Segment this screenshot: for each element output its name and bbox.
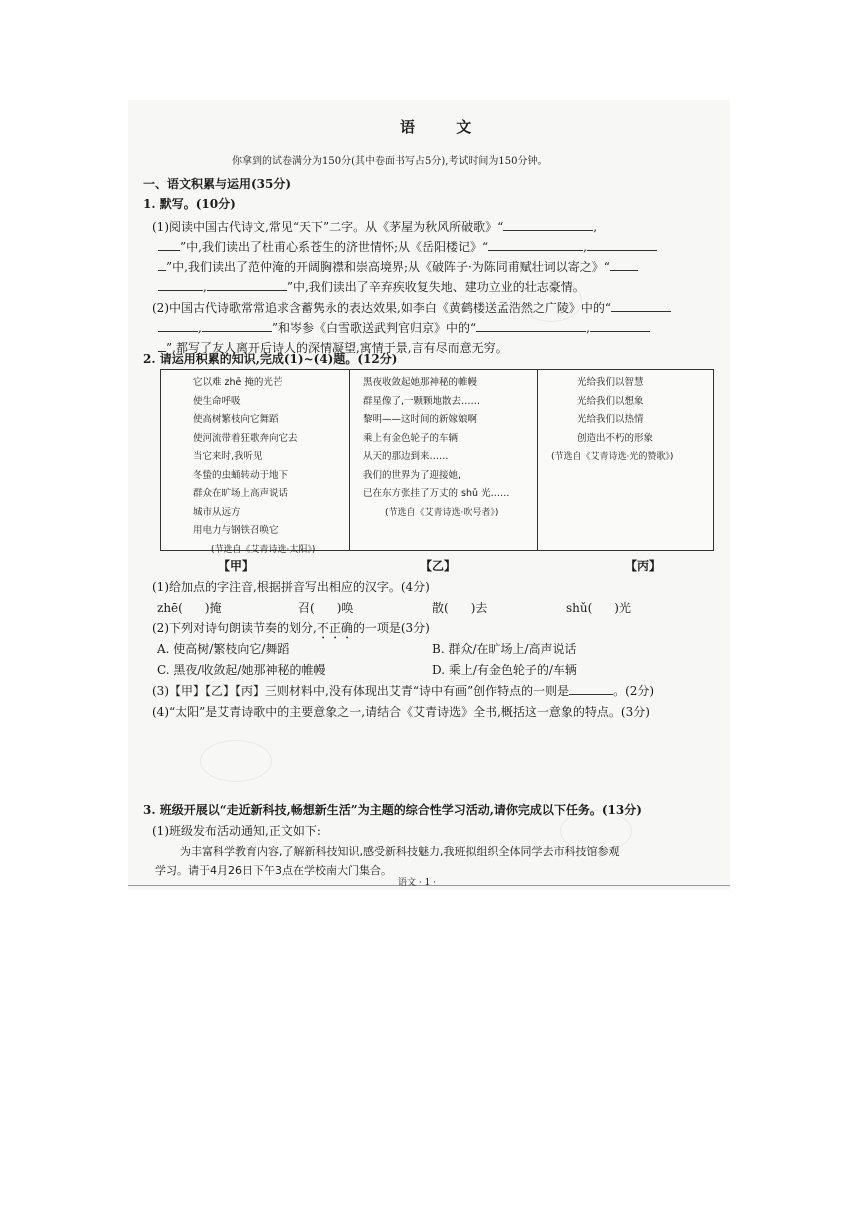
text: (3)【甲】【乙】【丙】三则材料中,没有体现出艾青“诗中有画”创作特点的一则是 — [152, 684, 570, 698]
text: (1)阅读中国古代诗文,常见“天下”二字。从《茅屋为秋风所破歌》“ — [152, 220, 504, 234]
answer-blank[interactable] — [183, 600, 205, 612]
poem-line: 光给我们以智慧 — [577, 377, 644, 388]
question-1-line — [152, 218, 597, 235]
poem-line: 它以难 zhē 掩的光芒 — [193, 377, 283, 388]
question-2-label: 2. 请运用积累的知识,完成(1)~(4)题。(12分) — [143, 352, 398, 366]
poem-line: 黎明——这时间的新嫁娘啊 — [363, 414, 478, 425]
poem-line: 当它来时,我听见 — [193, 451, 263, 462]
exam-note: 你拿到的试卷满分为150分(其中卷面书写占5分),考试时间为150分钟。 — [232, 156, 548, 167]
pinyin-item — [566, 599, 631, 616]
answer-blank[interactable] — [503, 218, 593, 231]
emphasis-text: 不正确 — [316, 621, 353, 635]
poem-line: 城市从远方 — [193, 506, 241, 518]
poem-source: (节选自《艾青诗选·吹号者》) — [385, 507, 499, 518]
answer-blank[interactable] — [207, 278, 287, 291]
section-title: 一、语文积累与运用(35分) — [143, 177, 292, 191]
sub-question-3 — [152, 682, 654, 699]
answer-blank[interactable] — [610, 258, 638, 271]
scan-watermark — [200, 740, 272, 782]
poem-line: 用电力与钢铁召唤它 — [193, 525, 279, 536]
text: ”和岑参《白雪歌送武判官归京》中的“ — [271, 321, 477, 335]
pinyin-item — [298, 599, 353, 616]
tag-bing: 【丙】 — [625, 559, 662, 573]
poem-yi-lines — [363, 374, 510, 522]
answer-blank[interactable] — [202, 319, 272, 332]
answer-blank[interactable] — [476, 319, 586, 332]
answer-blank[interactable] — [592, 600, 614, 612]
sub-question-2 — [152, 619, 430, 642]
poem-line: 群星像了,一颗颗地散去…… — [363, 395, 481, 407]
sub-question-1: (1)给加点的字注音,根据拼音写出相应的汉字。(4分) — [152, 580, 430, 594]
text: ”中,我们读出了范仲淹的开阔胸襟和崇高境界;从《破阵子·为陈同甫赋壮词以寄之》“ — [166, 260, 610, 274]
question-3-label: 3. 班级开展以“走近新科技,畅想新生活”为主题的综合性学习活动,请你完成以下任务。(13分) — [143, 803, 642, 817]
question-1-line — [158, 238, 657, 255]
answer-blank[interactable] — [590, 319, 650, 332]
answer-blank[interactable] — [587, 238, 657, 251]
pinyin-item — [432, 599, 487, 616]
question-1-line — [158, 319, 650, 336]
text: (2)下列对诗句朗读节奏的划分, — [152, 621, 317, 635]
poem-line: 冬蛰的虫蛹转动于地下 — [193, 469, 289, 481]
question-1-line — [152, 299, 671, 316]
text: 。(2分) — [613, 684, 655, 698]
answer-blank[interactable] — [158, 278, 203, 291]
poem-line: 我们的世界为了迎接她, — [363, 469, 462, 481]
text: shǔ( — [566, 601, 593, 615]
tag-jia: 【甲】 — [218, 559, 255, 573]
answer-blank[interactable] — [158, 319, 198, 332]
text: ”中,我们读出了杜甫心系苍生的济世情怀;从《岳阳楼记》“ — [180, 240, 489, 254]
answer-blank[interactable] — [569, 682, 613, 695]
text: 散( — [432, 601, 449, 615]
text: 召( — [298, 601, 315, 615]
answer-blank[interactable] — [611, 299, 671, 312]
poem-jia — [161, 370, 350, 555]
text: 的一项是(3分) — [352, 621, 430, 635]
text: , — [593, 220, 598, 234]
poem-line: 从天的那边到来…… — [363, 451, 449, 462]
poem-line: 使生命呼吸 — [193, 395, 241, 407]
poem-line: 已在东方张挂了万丈的 shǔ 光…… — [363, 488, 510, 499]
option-d[interactable]: D. 乘上/有金色轮子的/车辆 — [432, 663, 577, 677]
option-a[interactable]: A. 使高树/繁枝向它/舞蹈 — [157, 642, 290, 656]
text: )唤 — [336, 601, 354, 615]
sub-question-4: (4)“太阳”是艾青诗歌中的主要意象之一,请结合《艾青诗选》全书,概括这一意象的特点。(3分) — [152, 705, 650, 719]
text: , — [203, 280, 207, 294]
poem-line: 使河流带着狂歌奔向它去 — [193, 432, 298, 444]
answer-blank[interactable] — [158, 238, 180, 251]
text: , — [583, 240, 587, 254]
question-1-line — [158, 258, 638, 275]
answer-blank[interactable] — [158, 258, 166, 271]
text: (2)中国古代诗歌常常追求含蓄隽永的表达效果,如李白《黄鹤楼送孟浩然之广陵》中的“ — [152, 301, 611, 315]
answer-blank[interactable] — [315, 600, 337, 612]
poem-jia-lines — [193, 374, 315, 559]
text: , — [586, 321, 590, 335]
answer-blank[interactable] — [488, 238, 583, 251]
text: )去 — [470, 601, 488, 615]
question-1-label: 1. 默写。(10分) — [143, 197, 236, 211]
sub-question-1: (1)班级发布活动通知,正文如下: — [152, 824, 321, 838]
poem-line: 创造出不朽的形象 — [577, 432, 654, 444]
text: ”中,我们读出了辛弃疾收复失地、建功立业的壮志豪情。 — [286, 280, 585, 294]
poem-yi — [349, 370, 538, 550]
poem-source: (节选自《艾青诗选·光的赞歌》) — [551, 452, 674, 462]
poem-bing — [537, 370, 713, 550]
text: )掩 — [204, 601, 222, 615]
poem-line: 光给我们以热情 — [577, 414, 644, 425]
page-title: 语 文 — [400, 118, 490, 136]
poem-bing-lines — [551, 374, 673, 467]
text: )光 — [614, 601, 631, 615]
tag-yi: 【乙】 — [420, 559, 457, 573]
page-number: 语文 · 1 · — [398, 878, 437, 888]
poem-source: (节选自《艾青诗选·太阳》) — [211, 544, 316, 555]
poem-line: 光给我们以想象 — [577, 395, 644, 407]
text: , — [198, 321, 202, 335]
poem-line: 使高树繁枝向它舞蹈 — [193, 414, 279, 425]
text: ”,都写了友人离开后诗人的深情凝望,寓情于景,言有尽而意无穷。 — [166, 341, 508, 355]
notice-text: 为丰富科学教育内容,了解新科技知识,感受新科技魅力,我班拟组织全体同学去市科技馆参观 — [180, 845, 620, 858]
poem-line: 黑夜收敛起她那神秘的帷幔 — [363, 377, 478, 388]
poem-line: 乘上有金色轮子的车辆 — [363, 432, 459, 444]
pinyin-item — [157, 599, 222, 616]
text: zhē( — [157, 601, 183, 615]
option-b[interactable]: B. 群众/在旷场上/高声说话 — [432, 642, 577, 656]
notice-text: 学习。请于4月26日下午3点在学校南大门集合。 — [155, 864, 392, 877]
poem-line: 群众在旷场上高声说话 — [193, 488, 289, 499]
option-c[interactable]: C. 黑夜/收敛起/她那神秘的帷幔 — [157, 663, 326, 677]
poem-table — [160, 369, 714, 555]
question-1-line — [158, 278, 585, 295]
answer-blank[interactable] — [449, 600, 471, 612]
